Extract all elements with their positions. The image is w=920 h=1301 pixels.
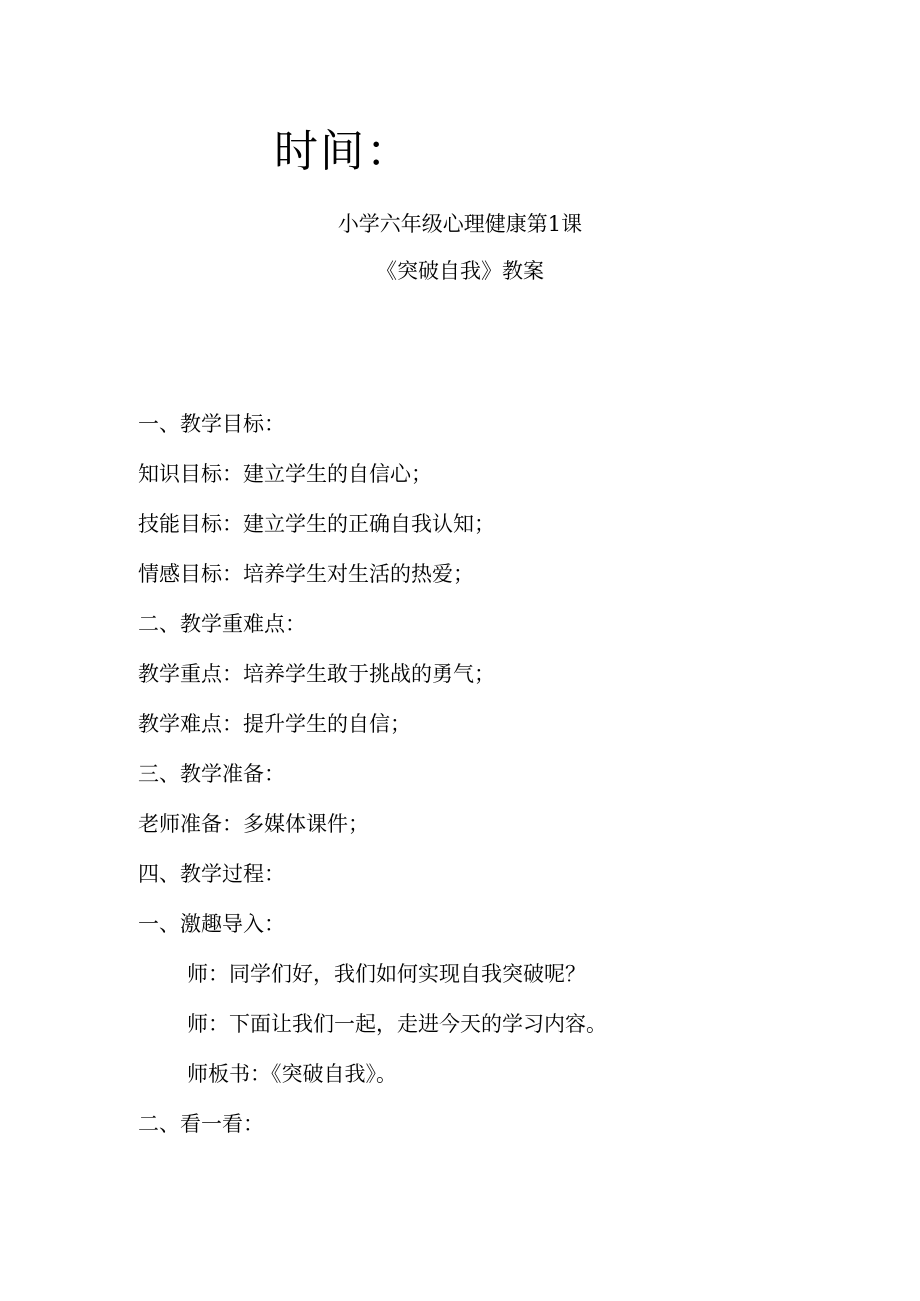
lesson-title-line-2: 《突破自我》教案 (376, 259, 544, 283)
emotion-objective: 情感目标：培养学生对生活的热爱； (138, 562, 474, 586)
teacher-line-1: 师：同学们好，我们如何实现自我突破呢？ (187, 962, 586, 986)
section-heading-preparation: 三、教学准备： (138, 762, 285, 786)
section-heading-key-points: 二、教学重难点： (138, 612, 306, 636)
section-heading-objectives: 一、教学目标： (138, 412, 285, 436)
difficult-point: 教学难点：提升学生的自信； (138, 712, 411, 736)
section-heading-process: 四、教学过程： (138, 862, 285, 886)
teacher-line-2: 师：下面让我们一起，走进今天的学习内容。 (187, 1012, 607, 1036)
knowledge-objective: 知识目标：建立学生的自信心； (138, 462, 432, 486)
step-heading-look: 二、看一看： (138, 1112, 264, 1136)
step-heading-introduction: 一、激趣导入： (138, 912, 285, 936)
teacher-preparation: 老师准备：多媒体课件； (138, 812, 369, 836)
lesson-title-line-1: 小学六年级心理健康第1课 (337, 212, 583, 236)
time-heading: 时间： (274, 126, 412, 177)
teacher-blackboard: 师板书：《突破自我》。 (187, 1062, 397, 1086)
skill-objective: 技能目标：建立学生的正确自我认知； (138, 512, 495, 536)
key-point: 教学重点：培养学生敢于挑战的勇气； (138, 662, 495, 686)
